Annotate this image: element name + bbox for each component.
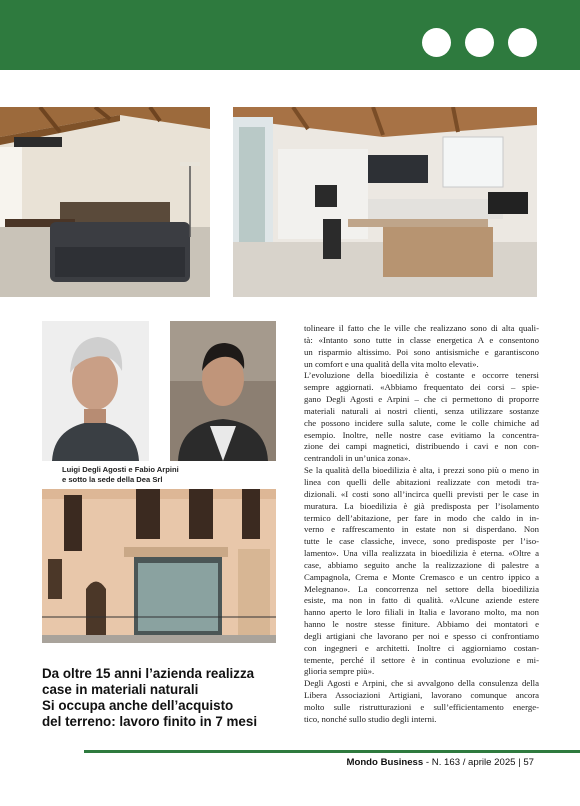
body-line: glioria sempre più».: [304, 666, 375, 677]
body-line: linea con quelli delle abitazioni realizzate con metodi tra-: [304, 476, 539, 487]
body-line: dizionali. «I costi sono all’incirca quelli previsti per le case in: [304, 488, 539, 499]
dot-icon: [508, 28, 537, 57]
footer-brand: Mondo Business: [346, 757, 424, 768]
dot-icon: [422, 28, 451, 57]
photo-living-room: [0, 107, 210, 297]
photo-shop-front: [42, 489, 276, 643]
headline-line: Si occupa anche dell’acquisto: [42, 698, 234, 713]
body-line: Melegnano». La concorrenza nel settore della bioedilizia: [304, 583, 539, 594]
body-line: con ingegneri e architetti. Inoltre ci aggiorniamo costan-: [304, 642, 539, 653]
body-line: che possono incidere sulla salute, come le colle chimiche ad: [304, 417, 539, 428]
body-line: gano Degli Agosti e Arpini – che ci permettono di proporre: [304, 394, 539, 405]
body-line: Se la qualità della bioedilizia è alta, i prezzi sono più o meno in: [304, 465, 539, 476]
body-line: molto sulle ristrutturazioni e sull’efficientamento energe-: [304, 702, 539, 712]
headline-line: case in materiali naturali: [42, 682, 199, 697]
page-footer: [346, 757, 534, 768]
body-line: termico dell’abitazione, per fare in modo che caldo in in-: [304, 512, 539, 523]
photo-kitchen: [233, 107, 537, 297]
body-line: zione dei campi magnetici, distribuendo i cavi e non con-: [304, 441, 539, 452]
body-line: hanno le nostre stesse finiture. Abbiamo dei montatori e: [304, 619, 539, 630]
body-line: tà: «Intanto sono tutte in classe energetica A e consentono: [304, 334, 539, 345]
body-line: temente, perché il settore è in continua evoluzione e mi-: [304, 654, 539, 665]
photo-portrait-right: [170, 321, 276, 461]
body-line: un risparmio altissimo. Poi sono antisismiche e garantiscono: [304, 346, 539, 357]
body-line: tico, nonché sullo studio degli interni.: [304, 713, 437, 724]
body-line: tutte le case classiche, invece, sono predisposte per l’iso-: [304, 536, 539, 547]
body-line: degli artigiani che lavorano per noi e spesso ci confrontiamo: [304, 630, 539, 641]
body-line: Campagnola, Crema e Monte Cremasco e un centro ippico a: [304, 571, 539, 582]
body-line: verno e raffrescamento in estate non si disperdano. Non: [304, 524, 539, 535]
body-line: Libera Associazioni Artigiani, lavorano comunque ancora: [304, 690, 539, 701]
article-headline: [42, 666, 292, 730]
body-line: esempio. Inoltre, nelle nostre case evitiamo la concentra-: [304, 429, 539, 440]
body-line: tolineare il fatto che le ville che realizzano sono di alta quali-: [304, 323, 539, 333]
header-dots: [422, 28, 537, 57]
headline-line: del terreno: lavoro finito in 7 mesi: [42, 714, 258, 729]
footer-rule: [84, 750, 580, 753]
body-line: un comfort e una qualità della vita molto elevati».: [304, 358, 479, 369]
body-line: L’evoluzione della bioedilizia è costante e occorre tenersi: [304, 370, 539, 381]
caption-line: Luigi Degli Agosti e Fabio Arpini: [62, 465, 179, 474]
body-line: hanno aperto le loro filiali in Italia e lavorano molto, ma non: [304, 607, 539, 618]
body-line: materiali naturali ai nostri clienti, senza utilizzare sostanze: [304, 405, 539, 416]
body-line: sempre aggiornati. «Abbiamo frequentato dei corsi – spie-: [304, 382, 539, 393]
body-line: lamento». Una villa realizzata in bioedilizia è eterna. «Oltre a: [304, 548, 539, 559]
body-line: muratura. La bioedilizia è già predisposta per l’isolamento: [304, 500, 539, 511]
footer-issue: - N. 163 / aprile 2025 | 57: [423, 757, 534, 768]
article-body: [304, 323, 539, 726]
body-line: case, abbiamo seguito anche la realizzazione di palestre a: [304, 559, 539, 570]
dot-icon: [465, 28, 494, 57]
photo-caption: [62, 465, 262, 484]
body-line: centrandoli in un’unica zona».: [304, 453, 411, 464]
caption-line: e sotto la sede della Dea Srl: [62, 474, 163, 484]
body-line: esiste, ma non in fatto di qualità. «Alcune aziende estere: [304, 595, 539, 606]
body-line: Degli Agosti e Arpini, che si avvalgono della consulenza della: [304, 678, 539, 689]
headline-line: Da oltre 15 anni l’azienda realizza: [42, 666, 255, 681]
photo-portrait-left: [42, 321, 149, 461]
